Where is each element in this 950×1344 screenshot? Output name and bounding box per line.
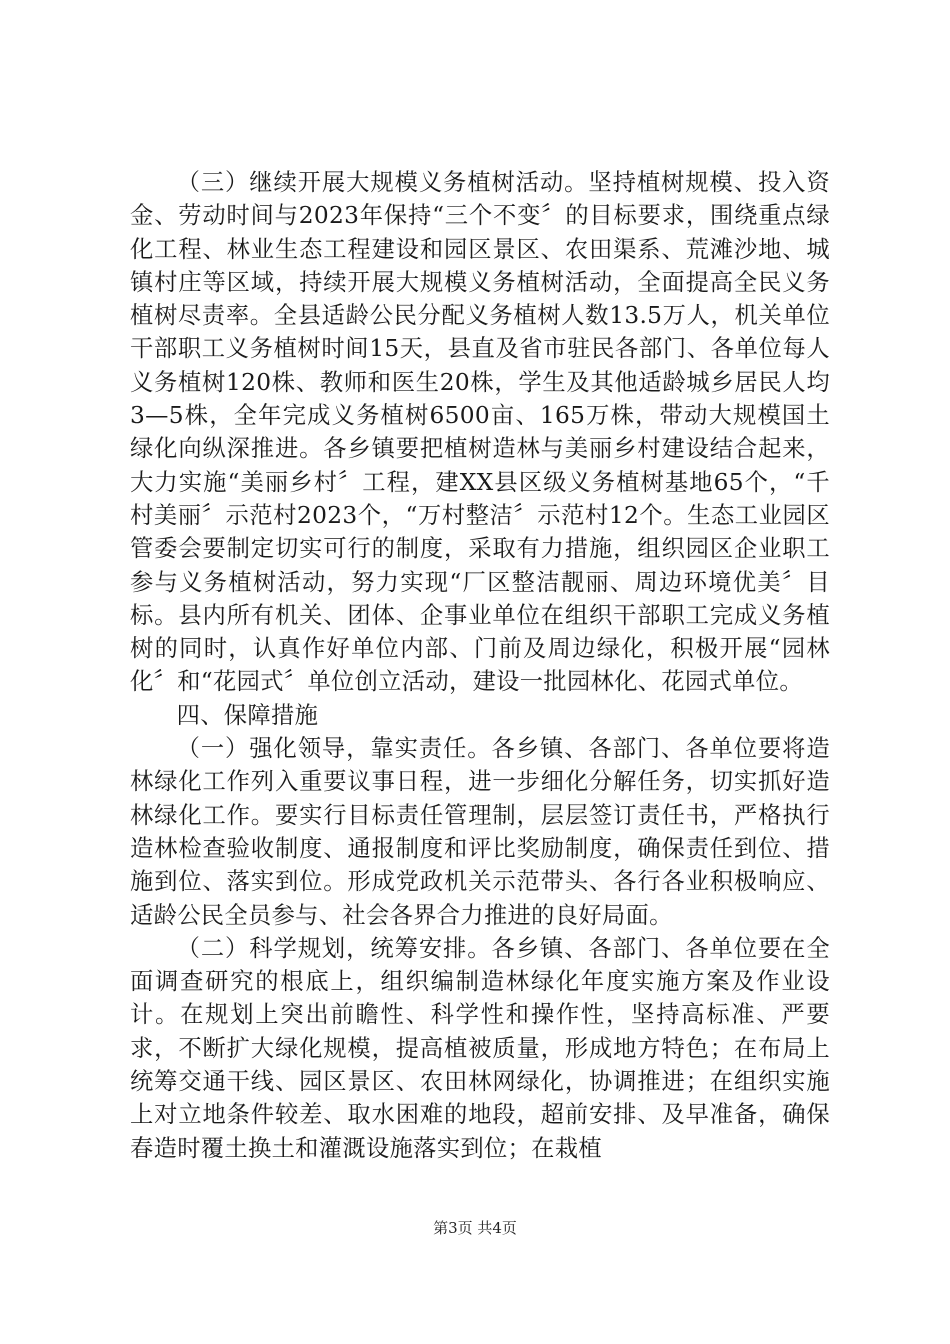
paragraph-three: （三）继续开展大规模义务植树活动。坚持植树规模、投入资金、劳动时间与2023年保持“三个不变〞的目标要求，围绕重点绿化工程、林业生态工程建设和园区景区、农田渠系、荒滩沙地、城镇村庄等区域，持续开展大规模义务植树活动，全面提高全民义务植树尽责率。全县适龄公民分配义务植树人数13.5万人，机关单位干部职工义务植树时间15天，县直及省市驻民各部门、各单位每人义务植树120株、教师和医生20株，学生及其他适龄城乡居民人均3—5株，全年完成义务植树6500亩、165万株，带动大规模国土绿化向纵深推进。各乡镇要把植树造林与美丽乡村建设结合起来，大力实施“美丽乡村〞工程，建XX县区级义务植树基地65个，“千村美丽〞示范村2023个，“万村整洁〞示范村12个。生态工业园区管委会要制定切实可行的制度，采取有力措施，组织园区企业职工参与义务植树活动，努力实现“厂区整洁靓丽、周边环境优美〞目标。县内所有机关、团体、企事业单位在组织干部职工完成义务植树的同时，认真作好单位内部、门前及周边绿化，积极开展“园林化〞和“花园式〞单位创立活动，建设一批园林化、花园式单位。 [130,169,830,696]
paragraph-one: （一）强化领导，靠实责任。各乡镇、各部门、各单位要将造林绿化工作列入重要议事日程，进一步细化分解任务，切实抓好造林绿化工作。要实行目标责任管理制，层层签订责任书，严格执行造林检查验收制度、通报制度和评比奖励制度，确保责任到位、措施到位、落实到位。形成党政机关示范带头、各行各业积极响应、适龄公民全员参与、社会各界合力推进的良好局面。 [130,735,830,929]
paragraph-two: （二）科学规划，统筹安排。各乡镇、各部门、各单位要在全面调查研究的根底上，组织编制造林绿化年度实施方案及作业设计。在规划上突出前瞻性、科学性和操作性，坚持高标准、严要求，不断扩大绿化规模，提高植被质量，形成地方特色；在布局上统筹交通干线、园区景区、农田林网绿化，协调推进；在组织实施上对立地条件较差、取水困难的地段，超前安排、及早准备，确保春造时覆土换土和灌溉设施落实到位；在栽植 [130,934,830,1162]
page-footer: 第3页 共4页 [433,1219,517,1237]
document-body [130,166,830,1165]
section-heading: 四、保障措施 [176,701,319,729]
